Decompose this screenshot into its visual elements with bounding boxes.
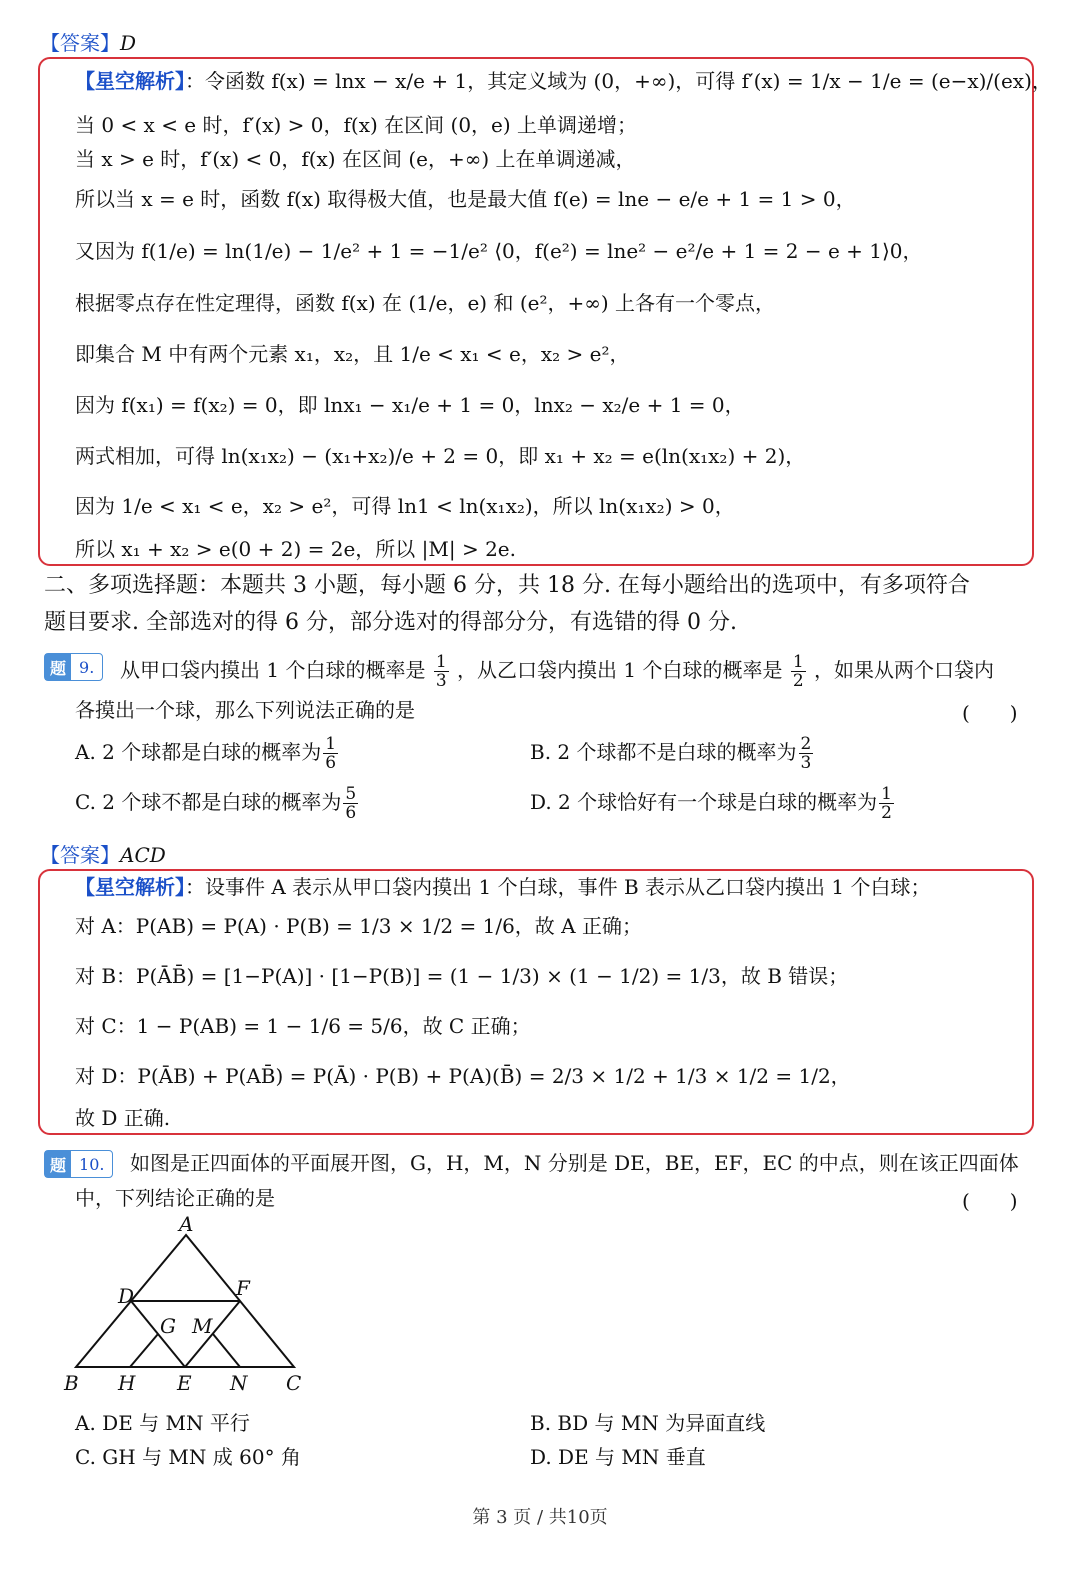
fraction: $\frac{1}{3}$	[435, 652, 447, 691]
fraction: $\frac{1}{2}$	[792, 652, 804, 691]
label-H: H	[118, 1371, 136, 1395]
option-c: C. 2 个球不都是白球的概率为 $\frac{5}{6}$	[75, 784, 357, 823]
label-A: A	[179, 1215, 194, 1236]
answer-letters: D	[120, 31, 137, 55]
option-b: B. 2 个球都不是白球的概率为 $\frac{2}{3}$	[530, 734, 812, 773]
solution-8-line-10: 因为 1/e < x₁ < e，x₂ > e²，可得 ln1 < ln(x₁x₂)，所以 ln(x₁x₂) > 0，	[75, 494, 735, 518]
question-tag-label: 题	[45, 654, 71, 680]
question-10-stem-line-1: 如图是正四面体的平面展开图，G，H，M，N 分别是 DE，BE，EF，EC 的中点，则在该正四面体	[130, 1151, 1019, 1175]
label-M: M	[192, 1314, 213, 1338]
question-10-stem-line-2: 中，下列结论正确的是	[75, 1186, 275, 1210]
label-N: N	[230, 1371, 248, 1395]
q10-option-b: B. BD 与 MN 为异面直线	[530, 1411, 766, 1435]
solution-9-line-5: 对 D：P(ĀB) + P(AB̄) = P(Ā) · P(B) + P(A)(B̄) = 2/3 × 1/2 + 1/3 × 1/2 = 1/2，	[75, 1064, 851, 1088]
solution-9-line-4: 对 C：1 − P(AB) = 1 − 1/6 = 5/6，故 C 正确；	[75, 1014, 531, 1038]
label-C: C	[286, 1371, 302, 1395]
solution-9-line-3: 对 B：P(ĀB̄) = [1−P(A)] · [1−P(B)] = (1 − 1/3) × (1 − 1/2) = 1/3，故 B 错误；	[75, 964, 849, 988]
solution-8-line-5: 又因为 f(1/e) = ln(1/e) − 1/e² + 1 = −1/e² ⟨0，f(e²) = lne² − e²/e + 1 = 2 − e + 1⟩0，	[75, 239, 923, 263]
solution-8-line-4: 所以当 x = e 时，函数 f(x) 取得极大值，也是最大值 f(e) = lne − e/e + 1 = 1 > 0，	[75, 187, 856, 211]
solution-9-line-1: 【星空解析】：设事件 A 表示从甲口袋内摸出 1 个白球，事件 B 表示从乙口袋内摸出 1 个白球；	[75, 875, 931, 899]
solution-8-line-8: 因为 f(x₁) = f(x₂) = 0，即 lnx₁ − x₁/e + 1 = 0，lnx₂ − x₂/e + 1 = 0，	[75, 393, 745, 417]
q10-option-d: D. DE 与 MN 垂直	[530, 1445, 706, 1469]
q10-option-a: A. DE 与 MN 平行	[75, 1411, 250, 1435]
segment-mn	[213, 1334, 240, 1367]
question-9-stem-line-1: 从甲口袋内摸出 1 个白球的概率是 $\frac{1}{3}$ ，从乙口袋内摸出 1 个白球的概率是 $\frac{1}{2}$ ，如果从两个口袋内	[120, 652, 994, 691]
solution-9-line-6: 故 D 正确.	[75, 1106, 171, 1130]
solution-8-line-7: 即集合 M 中有两个元素 x₁，x₂，且 1/e < x₁ < e，x₂ > e²，	[75, 342, 630, 366]
q10-option-c: C. GH 与 MN 成 60° 角	[75, 1445, 301, 1469]
solution-8-line-6: 根据零点存在性定理得，函数 f(x) 在 (1/e，e) 和 (e²，+∞) 上各有一个零点，	[75, 291, 776, 315]
tetrahedron-net-figure	[60, 1215, 320, 1400]
solution-9-line-2: 对 A：P(AB) = P(A) · P(B) = 1/3 × 1/2 = 1/6，故 A 正确；	[75, 914, 642, 938]
answer-8	[40, 27, 136, 56]
label-E: E	[177, 1371, 192, 1395]
solution-box-9	[38, 869, 1034, 1135]
segment-hg	[130, 1334, 158, 1367]
solution-8-line-1: 【星空解析】：令函数 f(x) = lnx − x/e + 1，其定义域为 (0，+∞)，可得 f′(x) = 1/x − 1/e = (e−x)/(ex)，	[75, 69, 1052, 93]
option-d: D. 2 个球恰好有一个球是白球的概率为 $\frac{1}{2}$	[530, 784, 892, 823]
answer-bracket: 【答案】	[40, 31, 120, 55]
question-9-stem-line-2: 各摸出一个球，那么下列说法正确的是	[75, 698, 415, 722]
option-a: A. 2 个球都是白球的概率为 $\frac{1}{6}$	[75, 734, 337, 773]
answer-paren: ( )	[962, 701, 1018, 725]
answer-paren-10: ( )	[962, 1189, 1018, 1213]
solution-8-line-11: 所以 x₁ + x₂ > e(0 + 2) = 2e，所以 |M| > 2e.	[75, 537, 516, 561]
section-heading-line-1: 二、多项选择题：本题共 3 小题，每小题 6 分，共 18 分. 在每小题给出的选项中，有多项符合	[44, 573, 970, 598]
solution-header: 【星空解析】	[75, 69, 185, 93]
label-B: B	[64, 1371, 79, 1395]
solution-8-line-3: 当 x > e 时，f′(x) < 0，f(x) 在区间 (e，+∞) 上在单调递减，	[75, 147, 636, 171]
solution-8-line-9: 两式相加，可得 ln(x₁x₂) − (x₁+x₂)/e + 2 = 0，即 x₁ + x₂ = e(ln(x₁x₂) + 2)，	[75, 444, 806, 468]
label-D: D	[118, 1284, 135, 1308]
question-tag-10: 题 10.	[44, 1150, 113, 1178]
label-F: F	[236, 1276, 250, 1300]
question-tag-9	[44, 653, 103, 681]
section-heading-line-2: 题目要求. 全部选对的得 6 分，部分选对的得部分分，有选错的得 0 分.	[44, 610, 737, 635]
page-footer: 第 3 页 / 共10页	[472, 1507, 608, 1528]
solution-8-line-2: 当 0 < x < e 时，f′(x) > 0，f(x) 在区间 (0，e) 上单调递增；	[75, 113, 638, 137]
question-number: 9.	[79, 657, 95, 677]
label-G: G	[160, 1314, 176, 1338]
answer-9: 【答案】ACD	[40, 843, 166, 867]
